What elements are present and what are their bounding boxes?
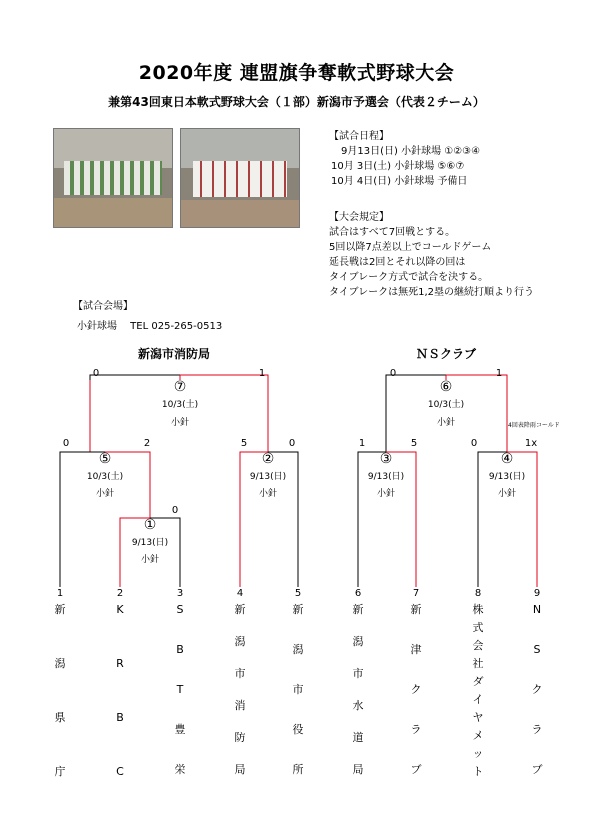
team-char: ラ	[410, 723, 422, 736]
rain-called-note: 4回表降雨コールド	[508, 422, 560, 429]
team-name-vertical	[288, 603, 308, 777]
score-left: 0	[62, 438, 70, 449]
game-place: 小針	[95, 489, 114, 499]
game-place: 小針	[140, 555, 159, 565]
team-char: 局	[352, 763, 364, 776]
team-char: ト	[472, 765, 484, 778]
game-number: ⑤	[98, 451, 112, 467]
rules-line: 5回以降7点差以上でコールドゲーム	[329, 242, 492, 253]
team-number: 1	[56, 588, 64, 599]
team-char: 新	[292, 603, 304, 616]
team-number: 8	[474, 588, 482, 599]
team-number: 3	[176, 588, 184, 599]
team-name-vertical	[527, 603, 547, 777]
team-name-vertical	[406, 603, 426, 777]
team-number: 6	[354, 588, 362, 599]
team-char: 豊	[174, 723, 186, 736]
team-char: C	[116, 765, 124, 778]
team-name-vertical	[230, 603, 250, 777]
team-char: ッ	[472, 747, 484, 760]
schedule-line: 10月 3日(土) 小針球場 ⑤⑥⑦	[331, 161, 465, 172]
team-name-vertical	[50, 603, 70, 779]
score-right: 1	[495, 368, 503, 379]
game-place: 小針	[497, 489, 516, 499]
team-char: ヤ	[472, 711, 484, 724]
team-char: 市	[234, 667, 246, 680]
team-char: ク	[531, 683, 543, 696]
team-char: 県	[54, 711, 66, 724]
team-char: 栄	[174, 763, 186, 776]
team-char: N	[532, 603, 542, 616]
score-right: 0	[288, 438, 296, 449]
schedule-heading: 【試合日程】	[329, 131, 389, 142]
game-number: ③	[379, 451, 393, 467]
game-date: 9/13(日)	[488, 472, 526, 482]
team-char: T	[176, 683, 184, 696]
team-char: K	[116, 603, 124, 616]
game-number: ⑦	[173, 379, 187, 395]
team-char: ブ	[410, 763, 422, 776]
game-place: 小針	[376, 489, 395, 499]
score-left: 0	[470, 438, 478, 449]
team-char: 新	[352, 603, 364, 616]
team-char: 市	[352, 667, 364, 680]
page-title: 2020年度 連盟旗争奪軟式野球大会	[138, 62, 455, 84]
team-char: ク	[410, 683, 422, 696]
game-date: 10/3(土)	[86, 472, 124, 482]
schedule-line: 9月13日(日) 小針球場 ①②③④	[341, 146, 481, 157]
team-number: 5	[294, 588, 302, 599]
game-date: 10/3(土)	[427, 400, 465, 410]
venue-heading: 【試合会場】	[73, 301, 133, 312]
page-subtitle: 兼第43回東日本軟式野球大会（１部）新潟市予選会（代表２チーム）	[108, 95, 485, 109]
score-left: 5	[240, 438, 248, 449]
team-number: 9	[533, 588, 541, 599]
game-number: ⑥	[439, 379, 453, 395]
team-char: 新	[410, 603, 422, 616]
score-left: 1	[358, 438, 366, 449]
team-char: S	[176, 603, 184, 616]
score-right: 2	[143, 438, 151, 449]
game-place: 小針	[170, 418, 189, 428]
team-char: 市	[292, 683, 304, 696]
team-number: 4	[236, 588, 244, 599]
team-char: 津	[410, 643, 422, 656]
team-char: 消	[234, 699, 246, 712]
rules-line: 延長戦は2回とそれ以降の回は	[329, 257, 466, 268]
game-date: 9/13(日)	[367, 472, 405, 482]
team-char: ブ	[531, 763, 543, 776]
team-char: メ	[472, 729, 484, 742]
score-right: 1x	[524, 438, 538, 449]
team-char: 局	[234, 763, 246, 776]
game-place: 小針	[258, 489, 277, 499]
team-char: 潟	[234, 635, 246, 648]
game-number: ②	[261, 451, 275, 467]
team-char: イ	[472, 693, 484, 706]
team-char: 防	[234, 731, 246, 744]
right-block-label: ＮＳクラブ	[416, 347, 477, 361]
team-char: R	[116, 657, 124, 670]
team-number: 7	[412, 588, 420, 599]
game-number: ④	[500, 451, 514, 467]
team-char: 株	[472, 603, 484, 616]
team-char: ラ	[531, 723, 543, 736]
rules-line: 試合はすべて7回戦とする。	[329, 227, 456, 238]
team-name-vertical	[110, 603, 130, 779]
team-char: 式	[472, 621, 484, 634]
team-char: 役	[292, 723, 304, 736]
team-name-vertical	[170, 603, 190, 777]
score-left: 0	[389, 368, 397, 379]
team-char: B	[176, 643, 184, 656]
team-char: 潟	[292, 643, 304, 656]
venue-line: 小針球場 TEL 025-265-0513	[77, 321, 223, 332]
team-number: 2	[116, 588, 124, 599]
score-right: 5	[410, 438, 418, 449]
rules-line: タイブレークは無死1,2塁の継続打順より行う	[329, 287, 535, 298]
team-char: 新	[54, 603, 66, 616]
game-date: 9/13(日)	[131, 538, 169, 548]
game-place: 小針	[436, 418, 455, 428]
team-char: 道	[352, 731, 364, 744]
schedule-line: 10月 4日(日) 小針球場 予備日	[331, 176, 468, 187]
rules-line: タイブレーク方式で試合を決する。	[329, 272, 489, 283]
team-char: 所	[292, 763, 304, 776]
score-left: 0	[92, 368, 100, 379]
left-block-label: 新潟市消防局	[138, 347, 211, 361]
game-date: 9/13(日)	[249, 472, 287, 482]
team-char: 新	[234, 603, 246, 616]
game-number: ①	[143, 517, 157, 533]
score-right: 1	[258, 368, 266, 379]
team-char: 庁	[54, 765, 66, 778]
score-right: 0	[171, 505, 179, 516]
team-char: 水	[352, 699, 364, 712]
team-char: ダ	[472, 675, 484, 688]
team-char: 社	[472, 657, 484, 670]
team-char: 潟	[352, 635, 364, 648]
team-char: 潟	[54, 657, 66, 670]
team-char: B	[116, 711, 124, 724]
team-char: 会	[472, 639, 484, 652]
team-name-vertical	[348, 603, 368, 777]
game-date: 10/3(土)	[161, 400, 199, 410]
rules-heading: 【大会規定】	[329, 212, 389, 223]
team-name-vertical	[468, 603, 488, 779]
team-char: S	[533, 643, 541, 656]
